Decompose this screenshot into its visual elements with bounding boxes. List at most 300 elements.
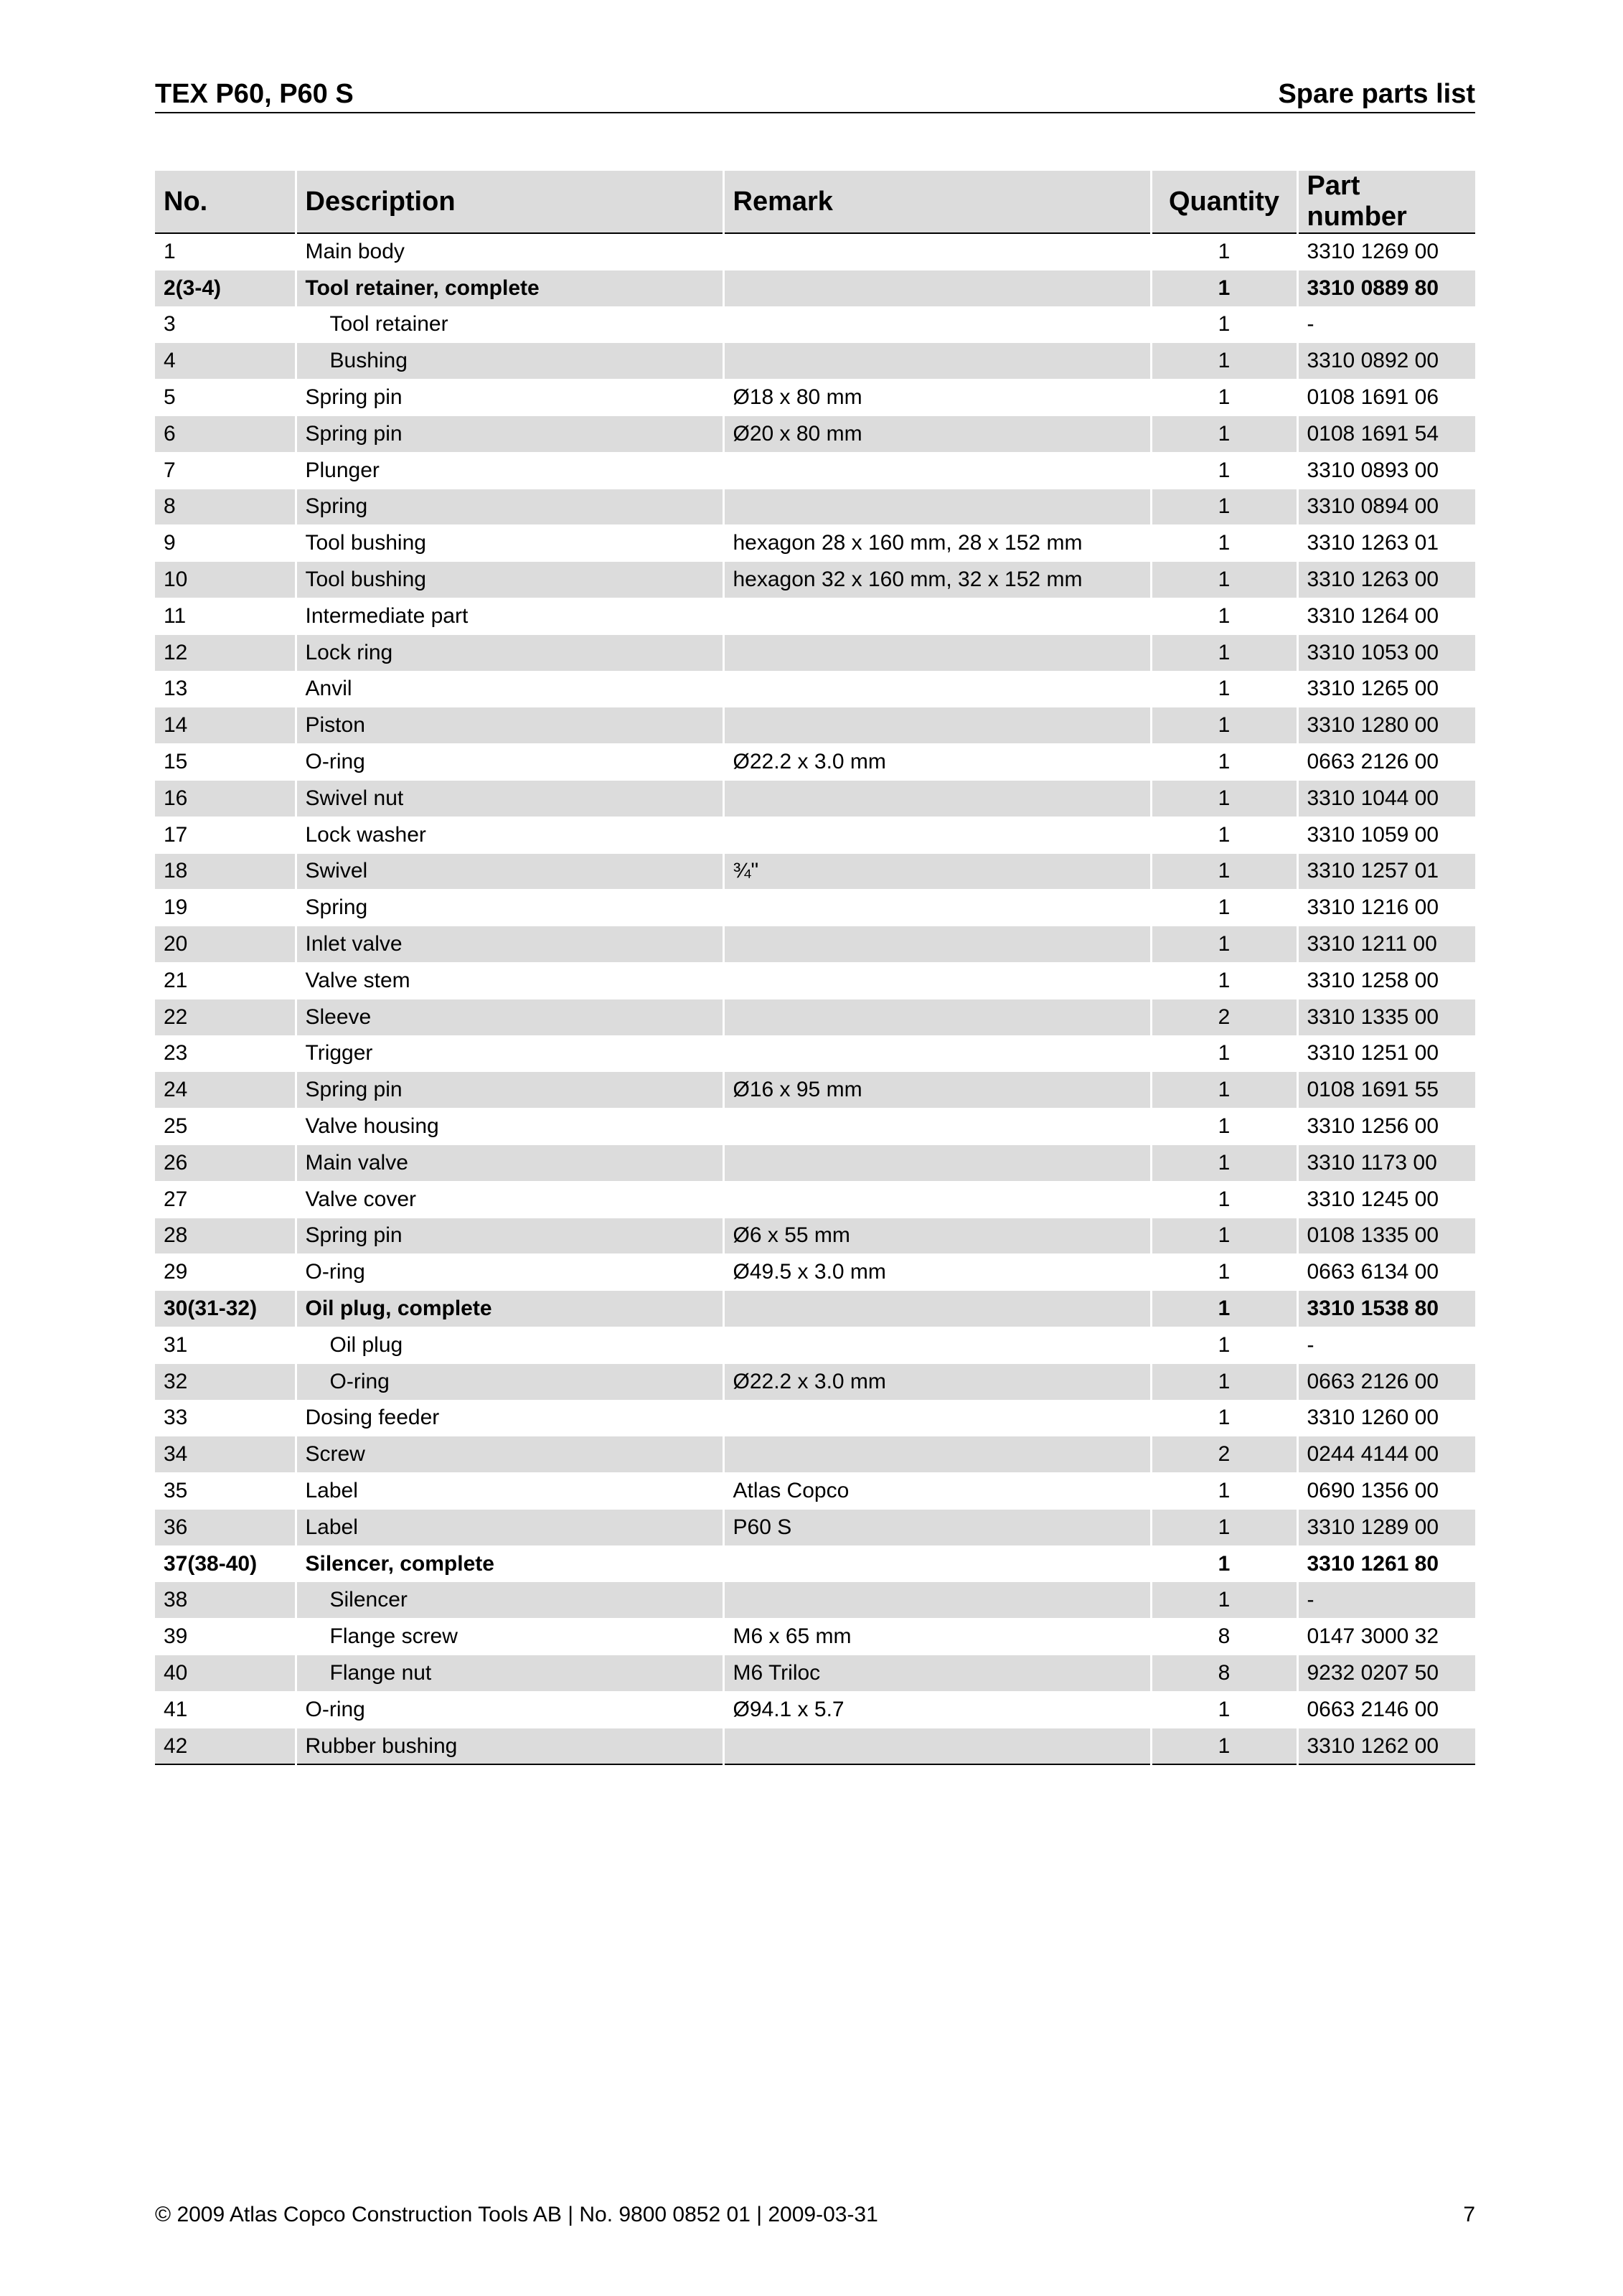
- cell-quantity: [1151, 1728, 1297, 1764]
- cell-no-text: 16: [164, 786, 188, 810]
- cell-no-text: 36: [164, 1515, 188, 1539]
- cell-remark-text: Ø49.5 x 3.0 mm: [733, 1260, 886, 1284]
- cell-remark: [723, 1327, 1151, 1363]
- cell-no-text: 31: [164, 1332, 188, 1357]
- cell-remark: [723, 270, 1151, 306]
- cell-description: [296, 1545, 723, 1582]
- cell-description: [296, 962, 723, 999]
- cell-part-number-text: 3310 1044 00: [1307, 786, 1439, 810]
- cell-quantity: [1151, 1473, 1297, 1510]
- cell-description-text: Valve cover: [305, 1187, 417, 1211]
- cell-quantity: [1151, 1509, 1297, 1545]
- cell-description: [296, 452, 723, 489]
- cell-no: [155, 1109, 296, 1145]
- cell-part-number-text: 0663 2126 00: [1307, 1369, 1439, 1393]
- cell-part-number: [1297, 415, 1475, 452]
- cell-part-number: [1297, 780, 1475, 817]
- cell-description-text: Label: [305, 1515, 358, 1539]
- cell-quantity-text: 1: [1218, 750, 1231, 774]
- cell-description-text: Spring pin: [305, 1223, 403, 1248]
- cell-remark: [723, 1035, 1151, 1072]
- cell-quantity-text: 1: [1218, 1332, 1231, 1357]
- cell-remark-text: Atlas Copco: [733, 1478, 850, 1502]
- cell-quantity-text: 8: [1218, 1660, 1231, 1685]
- table-row: [155, 707, 1475, 744]
- cell-description-text: Valve stem: [305, 968, 410, 992]
- cell-description-text: Flange screw: [329, 1624, 458, 1649]
- cell-quantity-text: 1: [1218, 786, 1231, 810]
- cell-quantity-text: 1: [1218, 1223, 1231, 1248]
- table-row: [155, 744, 1475, 781]
- cell-no-text: 5: [164, 385, 176, 410]
- cell-quantity-text: 1: [1218, 1078, 1231, 1102]
- cell-part-number-text: 3310 1245 00: [1307, 1187, 1439, 1211]
- cell-quantity: [1151, 233, 1297, 270]
- cell-quantity: [1151, 1436, 1297, 1473]
- cell-part-number-text: 3310 1053 00: [1307, 640, 1439, 664]
- cell-no: [155, 1327, 296, 1363]
- cell-quantity-text: 1: [1218, 385, 1231, 410]
- cell-description-text: Rubber bushing: [305, 1733, 458, 1758]
- cell-quantity-text: 1: [1218, 1187, 1231, 1211]
- cell-description: [296, 1655, 723, 1692]
- cell-description-text: Swivel: [305, 859, 368, 883]
- page-header: [155, 76, 1475, 113]
- cell-description: [296, 1181, 723, 1218]
- cell-remark: [723, 1691, 1151, 1728]
- cell-no: [155, 634, 296, 671]
- cell-part-number-text: 3310 1211 00: [1307, 932, 1437, 956]
- cell-remark: [723, 452, 1151, 489]
- cell-quantity-text: 1: [1218, 531, 1231, 555]
- cell-no: [155, 671, 296, 707]
- cell-quantity: [1151, 1254, 1297, 1291]
- cell-remark: [723, 1218, 1151, 1254]
- cell-quantity: [1151, 634, 1297, 671]
- cell-part-number: [1297, 452, 1475, 489]
- table-body: [155, 233, 1475, 1764]
- cell-description-text: Dosing feeder: [305, 1406, 440, 1430]
- cell-part-number-text: 0663 2146 00: [1307, 1697, 1439, 1721]
- cell-description-text: Oil plug: [329, 1332, 403, 1357]
- cell-no-text: 28: [164, 1223, 188, 1248]
- cell-remark-text: M6 x 65 mm: [733, 1624, 852, 1649]
- cell-description: [296, 233, 723, 270]
- cell-quantity: [1151, 1181, 1297, 1218]
- cell-part-number-text: 3310 1257 01: [1307, 859, 1439, 883]
- cell-no-text: 39: [164, 1624, 188, 1649]
- cell-part-number: [1297, 1035, 1475, 1072]
- cell-description-text: Sleeve: [305, 1004, 372, 1029]
- cell-no: [155, 744, 296, 781]
- table-row: [155, 671, 1475, 707]
- cell-no-text: 33: [164, 1406, 188, 1430]
- cell-remark: [723, 780, 1151, 817]
- cell-part-number-text: 0663 6134 00: [1307, 1260, 1439, 1284]
- cell-remark: [723, 817, 1151, 853]
- cell-quantity-text: 1: [1218, 312, 1231, 337]
- cell-remark: [723, 634, 1151, 671]
- cell-quantity: [1151, 1400, 1297, 1436]
- cell-quantity-text: 1: [1218, 276, 1231, 300]
- cell-description: [296, 817, 723, 853]
- cell-description: [296, 999, 723, 1035]
- table-row: [155, 890, 1475, 926]
- cell-part-number-text: 9232 0207 50: [1307, 1660, 1439, 1685]
- cell-description: [296, 1436, 723, 1473]
- cell-quantity-text: 1: [1218, 1114, 1231, 1139]
- table-row: [155, 1619, 1475, 1655]
- cell-quantity-text: 1: [1218, 859, 1231, 883]
- cell-quantity-text: 1: [1218, 1297, 1231, 1320]
- cell-quantity: [1151, 817, 1297, 853]
- cell-part-number: [1297, 1291, 1475, 1327]
- cell-quantity: [1151, 1619, 1297, 1655]
- table-header-row: [155, 171, 1475, 233]
- cell-quantity-text: 1: [1218, 895, 1231, 920]
- cell-part-number: [1297, 817, 1475, 853]
- cell-description: [296, 890, 723, 926]
- cell-description: [296, 1691, 723, 1728]
- cell-part-number-text: 3310 1269 00: [1307, 239, 1439, 263]
- table-row: [155, 525, 1475, 562]
- cell-remark: [723, 926, 1151, 963]
- cell-quantity-text: 1: [1218, 349, 1231, 373]
- cell-part-number-text: 3310 1263 01: [1307, 531, 1439, 555]
- cell-no: [155, 817, 296, 853]
- cell-no-text: 19: [164, 895, 188, 920]
- cell-no-text: 24: [164, 1078, 188, 1102]
- cell-description: [296, 306, 723, 343]
- cell-quantity: [1151, 1218, 1297, 1254]
- cell-no: [155, 1218, 296, 1254]
- column-header-remark: Remark: [723, 171, 1151, 233]
- cell-no-text: 34: [164, 1442, 188, 1467]
- cell-part-number: [1297, 1619, 1475, 1655]
- cell-part-number: [1297, 1436, 1475, 1473]
- cell-part-number-text: -: [1307, 312, 1314, 337]
- table-row: [155, 999, 1475, 1035]
- cell-part-number: [1297, 1473, 1475, 1510]
- cell-part-number-text: -: [1307, 1332, 1314, 1357]
- cell-part-number-text: 3310 1260 00: [1307, 1406, 1439, 1430]
- cell-no: [155, 306, 296, 343]
- cell-quantity-text: 1: [1218, 1515, 1231, 1539]
- cell-description-text: Lock ring: [305, 640, 393, 664]
- cell-description: [296, 1291, 723, 1327]
- cell-part-number: [1297, 233, 1475, 270]
- cell-no: [155, 1144, 296, 1181]
- cell-quantity: [1151, 1291, 1297, 1327]
- cell-part-number: [1297, 270, 1475, 306]
- cell-part-number-text: 3310 1289 00: [1307, 1515, 1439, 1539]
- table-row: [155, 962, 1475, 999]
- cell-no-text: 23: [164, 1041, 188, 1065]
- cell-no: [155, 270, 296, 306]
- cell-description: [296, 926, 723, 963]
- cell-description-text: O-ring: [305, 750, 365, 774]
- table-row: [155, 1218, 1475, 1254]
- cell-quantity-text: 2: [1218, 1004, 1231, 1029]
- cell-no: [155, 1363, 296, 1400]
- cell-part-number: [1297, 1655, 1475, 1692]
- cell-no: [155, 489, 296, 525]
- cell-description: [296, 671, 723, 707]
- cell-part-number-text: 0663 2126 00: [1307, 750, 1439, 774]
- cell-no-text: 3: [164, 312, 176, 337]
- cell-remark: [723, 233, 1151, 270]
- cell-remark-text: Ø94.1 x 5.7: [733, 1697, 845, 1721]
- cell-part-number-text: 0108 1335 00: [1307, 1223, 1439, 1248]
- cell-description-text: Bushing: [329, 349, 408, 373]
- cell-part-number: [1297, 525, 1475, 562]
- cell-part-number: [1297, 1072, 1475, 1109]
- cell-no: [155, 1400, 296, 1436]
- cell-no-text: 9: [164, 531, 176, 555]
- cell-quantity-text: 8: [1218, 1624, 1231, 1649]
- cell-no-text: 42: [164, 1733, 188, 1758]
- cell-part-number: [1297, 926, 1475, 963]
- cell-description: [296, 380, 723, 416]
- cell-quantity-text: 1: [1218, 1733, 1231, 1758]
- cell-quantity-text: 1: [1218, 239, 1231, 263]
- cell-no-text: 32: [164, 1369, 188, 1393]
- cell-quantity: [1151, 343, 1297, 380]
- cell-no-text: 2(3-4): [164, 276, 222, 300]
- cell-no-text: 4: [164, 349, 176, 373]
- table-row: [155, 853, 1475, 890]
- cell-quantity: [1151, 780, 1297, 817]
- cell-no-text: 20: [164, 932, 188, 956]
- cell-no: [155, 1072, 296, 1109]
- cell-quantity: [1151, 1363, 1297, 1400]
- cell-quantity-text: 1: [1218, 1260, 1231, 1284]
- cell-remark: [723, 1655, 1151, 1692]
- table-row: [155, 233, 1475, 270]
- table-row: [155, 415, 1475, 452]
- cell-part-number-text: 0244 4144 00: [1307, 1442, 1439, 1467]
- cell-no: [155, 780, 296, 817]
- cell-quantity-text: 2: [1218, 1442, 1231, 1467]
- cell-quantity: [1151, 1144, 1297, 1181]
- cell-remark: [723, 1072, 1151, 1109]
- cell-description: [296, 270, 723, 306]
- cell-description: [296, 1400, 723, 1436]
- cell-quantity-text: 1: [1218, 1551, 1231, 1576]
- cell-remark: [723, 707, 1151, 744]
- cell-quantity-text: 1: [1218, 421, 1231, 446]
- cell-no-text: 10: [164, 568, 188, 592]
- cell-description: [296, 1619, 723, 1655]
- cell-description-text: Silencer, complete: [305, 1551, 494, 1576]
- table-row: [155, 1109, 1475, 1145]
- cell-description-text: O-ring: [305, 1260, 365, 1284]
- cell-no: [155, 1691, 296, 1728]
- cell-description-text: Swivel nut: [305, 786, 404, 810]
- cell-part-number: [1297, 1254, 1475, 1291]
- cell-part-number: [1297, 671, 1475, 707]
- cell-no: [155, 598, 296, 634]
- cell-part-number-text: 3310 1263 00: [1307, 568, 1439, 592]
- cell-part-number-text: 3310 1280 00: [1307, 713, 1439, 738]
- cell-quantity-text: 1: [1218, 494, 1231, 519]
- cell-quantity: [1151, 1035, 1297, 1072]
- cell-part-number: [1297, 999, 1475, 1035]
- cell-part-number: [1297, 1509, 1475, 1545]
- cell-quantity: [1151, 926, 1297, 963]
- cell-quantity: [1151, 1582, 1297, 1619]
- table-row: [155, 1400, 1475, 1436]
- cell-quantity: [1151, 415, 1297, 452]
- table-row: [155, 1363, 1475, 1400]
- cell-part-number: [1297, 1545, 1475, 1582]
- cell-remark: [723, 1473, 1151, 1510]
- cell-description: [296, 343, 723, 380]
- cell-quantity: [1151, 598, 1297, 634]
- cell-part-number: [1297, 634, 1475, 671]
- cell-remark: [723, 962, 1151, 999]
- cell-description: [296, 489, 723, 525]
- cell-description: [296, 1473, 723, 1510]
- cell-description-text: Valve housing: [305, 1114, 439, 1139]
- document-title: TEX P60, P60 S: [155, 79, 354, 109]
- cell-description-text: Flange nut: [329, 1660, 432, 1685]
- cell-remark: [723, 1181, 1151, 1218]
- table-row: [155, 1327, 1475, 1363]
- cell-part-number: [1297, 343, 1475, 380]
- cell-quantity-text: 1: [1218, 1478, 1231, 1502]
- section-title: Spare parts list: [1278, 79, 1475, 109]
- cell-no: [155, 999, 296, 1035]
- cell-remark: [723, 1144, 1151, 1181]
- cell-description-text: Anvil: [305, 677, 352, 701]
- cell-description: [296, 415, 723, 452]
- cell-quantity: [1151, 270, 1297, 306]
- cell-part-number-text: 3310 1264 00: [1307, 603, 1439, 628]
- cell-quantity: [1151, 1691, 1297, 1728]
- table-row: [155, 926, 1475, 963]
- cell-no-text: 11: [164, 603, 187, 628]
- cell-no-text: 21: [164, 968, 188, 992]
- cell-no: [155, 415, 296, 452]
- cell-part-number: [1297, 853, 1475, 890]
- cell-quantity-text: 1: [1218, 932, 1231, 956]
- cell-quantity-text: 1: [1218, 1588, 1231, 1612]
- table-row: [155, 489, 1475, 525]
- cell-description-text: Spring: [305, 895, 368, 920]
- cell-remark-text: ¾": [733, 859, 759, 883]
- cell-no-text: 41: [164, 1697, 188, 1721]
- cell-quantity: [1151, 962, 1297, 999]
- cell-quantity-text: 1: [1218, 640, 1231, 664]
- cell-part-number: [1297, 1582, 1475, 1619]
- cell-no: [155, 1728, 296, 1764]
- cell-remark-text: Ø6 x 55 mm: [733, 1223, 850, 1248]
- cell-no: [155, 1473, 296, 1510]
- cell-description: [296, 562, 723, 598]
- cell-remark-text: hexagon 32 x 160 mm, 32 x 152 mm: [733, 568, 1083, 592]
- cell-no: [155, 562, 296, 598]
- cell-quantity: [1151, 1327, 1297, 1363]
- cell-no-text: 18: [164, 859, 188, 883]
- cell-description-text: Spring pin: [305, 421, 403, 446]
- cell-quantity-text: 1: [1218, 968, 1231, 992]
- cell-description-text: Spring: [305, 494, 368, 519]
- cell-no-text: 40: [164, 1660, 188, 1685]
- cell-description: [296, 707, 723, 744]
- cell-quantity-text: 1: [1218, 1697, 1231, 1721]
- cell-remark: [723, 1509, 1151, 1545]
- cell-remark-text: Ø18 x 80 mm: [733, 385, 862, 410]
- column-header-part-number: Part number: [1297, 171, 1475, 233]
- cell-part-number-text: 3310 1173 00: [1307, 1150, 1437, 1175]
- cell-quantity: [1151, 744, 1297, 781]
- cell-quantity: [1151, 999, 1297, 1035]
- cell-quantity: [1151, 1545, 1297, 1582]
- cell-quantity: [1151, 890, 1297, 926]
- cell-quantity-text: 1: [1218, 1150, 1231, 1175]
- cell-no: [155, 1545, 296, 1582]
- table-row: [155, 306, 1475, 343]
- cell-part-number-text: 3310 1216 00: [1307, 895, 1439, 920]
- cell-no-text: 6: [164, 421, 176, 446]
- cell-no-text: 35: [164, 1478, 188, 1502]
- cell-remark: [723, 744, 1151, 781]
- cell-no-text: 38: [164, 1588, 188, 1612]
- cell-part-number: [1297, 1181, 1475, 1218]
- cell-no-text: 7: [164, 458, 176, 482]
- cell-remark: [723, 343, 1151, 380]
- cell-no-text: 30(31-32): [164, 1297, 258, 1320]
- cell-description-text: Trigger: [305, 1041, 373, 1065]
- cell-quantity-text: 1: [1218, 1041, 1231, 1065]
- cell-description: [296, 525, 723, 562]
- cell-part-number: [1297, 306, 1475, 343]
- cell-remark-text: P60 S: [733, 1515, 792, 1539]
- table-row: [155, 1254, 1475, 1291]
- cell-quantity: [1151, 1072, 1297, 1109]
- table-row: [155, 634, 1475, 671]
- cell-quantity-text: 1: [1218, 603, 1231, 628]
- cell-no-text: 25: [164, 1114, 188, 1139]
- cell-remark: [723, 380, 1151, 416]
- cell-no-text: 13: [164, 677, 188, 701]
- cell-quantity-text: 1: [1218, 458, 1231, 482]
- cell-part-number-text: 3310 1261 80: [1307, 1551, 1439, 1576]
- cell-no-text: 29: [164, 1260, 188, 1284]
- cell-no: [155, 1509, 296, 1545]
- table-row: [155, 1181, 1475, 1218]
- cell-part-number: [1297, 489, 1475, 525]
- cell-part-number-text: 0147 3000 32: [1307, 1624, 1439, 1649]
- cell-no: [155, 1291, 296, 1327]
- cell-quantity: [1151, 306, 1297, 343]
- cell-part-number-text: 0108 1691 54: [1307, 421, 1439, 446]
- cell-remark-text: Ø20 x 80 mm: [733, 421, 862, 446]
- cell-quantity: [1151, 525, 1297, 562]
- cell-part-number: [1297, 1218, 1475, 1254]
- cell-remark: [723, 1545, 1151, 1582]
- table-row: [155, 452, 1475, 489]
- cell-description: [296, 853, 723, 890]
- cell-description-text: Label: [305, 1478, 358, 1502]
- cell-no: [155, 1035, 296, 1072]
- cell-remark: [723, 1619, 1151, 1655]
- cell-no-text: 12: [164, 640, 188, 664]
- cell-part-number: [1297, 598, 1475, 634]
- cell-description-text: Plunger: [305, 458, 380, 482]
- footer-copyright: © 2009 Atlas Copco Construction Tools AB | No. 9800 0852 01 | 2009-03-31: [155, 2203, 878, 2226]
